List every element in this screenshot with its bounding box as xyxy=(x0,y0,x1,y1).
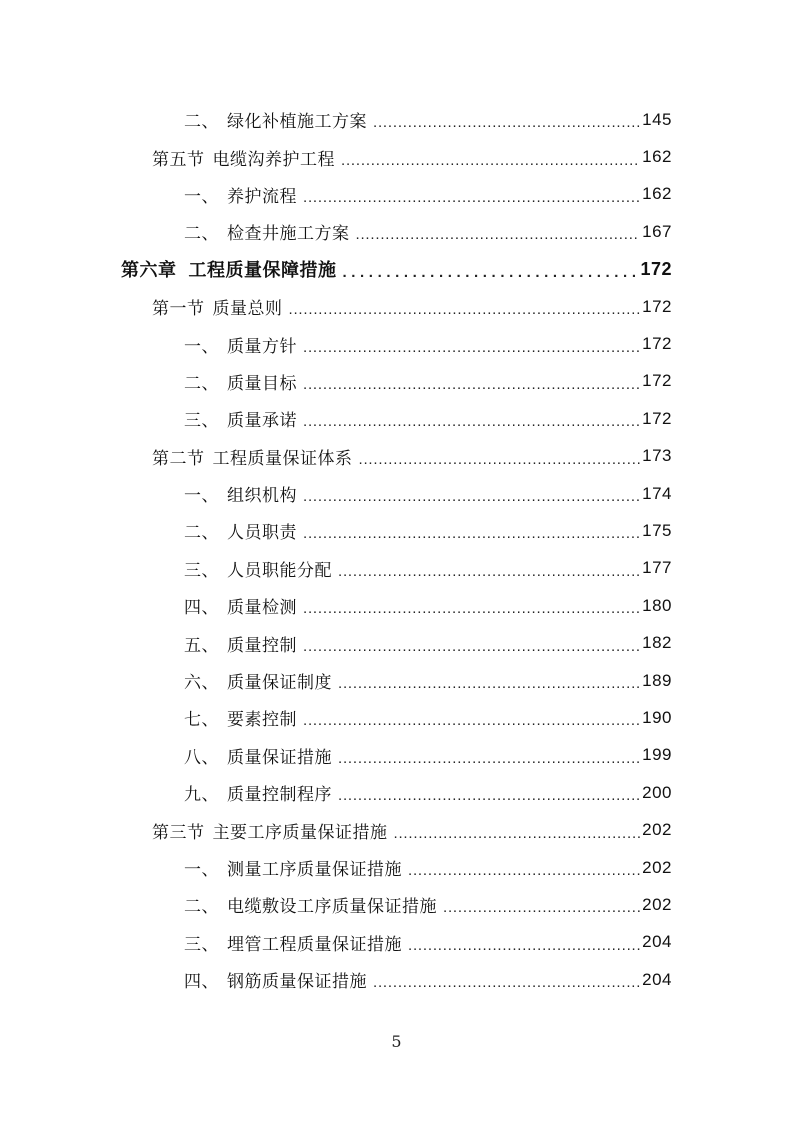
toc-entry[interactable] xyxy=(0,176,793,213)
toc-entry[interactable] xyxy=(0,662,793,699)
table-of-contents xyxy=(0,101,793,998)
dot-leader xyxy=(289,301,641,318)
toc-entry-title: 测量工序质量保证措施 xyxy=(227,860,402,880)
toc-entry-number: 三、 xyxy=(184,560,219,581)
toc-entry-title: 电缆沟养护工程 xyxy=(212,149,335,170)
toc-entry-number: 第二节 xyxy=(152,448,205,469)
toc-entry-number: 九、 xyxy=(184,785,219,806)
toc-entry-number: 四、 xyxy=(184,598,219,619)
toc-entry[interactable] xyxy=(0,587,793,624)
dot-leader xyxy=(408,862,640,879)
dot-leader xyxy=(303,376,640,393)
toc-entry-number: 第六章 xyxy=(121,260,177,282)
toc-entry-number: 一、 xyxy=(184,486,219,507)
toc-entry[interactable] xyxy=(0,325,793,362)
toc-entry-title: 养护流程 xyxy=(227,186,297,207)
toc-entry-number: 二、 xyxy=(184,523,219,544)
toc-entry-number: 一、 xyxy=(184,186,219,207)
toc-entry-number: 一、 xyxy=(184,336,219,357)
toc-entry[interactable] xyxy=(0,699,793,736)
toc-entry-page: 204 xyxy=(642,969,672,989)
toc-entry-title: 质量总则 xyxy=(212,299,283,320)
toc-entry[interactable] xyxy=(0,363,793,400)
toc-entry-title: 质量控制程序 xyxy=(227,785,332,806)
toc-entry-page: 162 xyxy=(642,147,672,167)
toc-entry-page: 189 xyxy=(642,670,672,690)
toc-entry-number: 三、 xyxy=(184,934,219,955)
toc-entry-number: 第五节 xyxy=(152,149,205,170)
toc-entry-number: 二、 xyxy=(184,224,219,245)
toc-entry[interactable] xyxy=(0,886,793,923)
toc-entry[interactable] xyxy=(0,550,793,587)
toc-entry-title: 组织机构 xyxy=(227,486,297,507)
toc-entry[interactable] xyxy=(0,138,793,175)
toc-entry-title: 质量方针 xyxy=(227,336,297,357)
toc-entry[interactable] xyxy=(0,101,793,138)
toc-entry-number: 第三节 xyxy=(152,822,205,843)
dot-leader xyxy=(356,226,641,243)
toc-entry-title: 绿化补植施工方案 xyxy=(227,112,367,133)
toc-entry-number: 二、 xyxy=(184,897,219,918)
toc-entry-page: 180 xyxy=(642,595,672,615)
dot-leader xyxy=(341,152,640,169)
toc-entry-page: 175 xyxy=(642,520,672,540)
dot-leader xyxy=(303,413,640,430)
toc-entry-title: 钢筋质量保证措施 xyxy=(227,972,367,993)
toc-entry[interactable] xyxy=(0,774,793,811)
toc-entry-number: 二、 xyxy=(184,373,219,394)
dot-leader xyxy=(373,114,640,131)
toc-entry-page: 167 xyxy=(642,221,672,241)
toc-entry-page: 172 xyxy=(642,296,672,316)
toc-entry[interactable] xyxy=(0,849,793,886)
toc-entry-number: 五、 xyxy=(184,635,219,656)
toc-entry-page: 202 xyxy=(642,820,672,840)
toc-entry-page: 172 xyxy=(642,371,672,391)
toc-entry[interactable] xyxy=(0,811,793,848)
toc-entry-title: 要素控制 xyxy=(227,710,297,731)
dot-leader xyxy=(303,189,640,206)
toc-entry-page: 200 xyxy=(642,782,672,802)
toc-entry[interactable] xyxy=(0,924,793,961)
toc-entry-page: 172 xyxy=(642,408,672,428)
toc-entry-title: 质量检测 xyxy=(227,598,297,619)
toc-entry[interactable] xyxy=(0,400,793,437)
dot-leader xyxy=(408,937,640,954)
toc-entry-title: 工程质量保证体系 xyxy=(212,448,353,469)
dot-leader xyxy=(338,563,640,580)
toc-entry-title: 质量承诺 xyxy=(227,411,297,432)
dot-leader xyxy=(303,525,640,542)
toc-entry-number: 二、 xyxy=(184,112,219,133)
toc-entry-page: 145 xyxy=(642,109,672,129)
toc-entry-page: 199 xyxy=(642,745,672,765)
dot-leader xyxy=(359,451,641,468)
toc-entry-number: 六、 xyxy=(184,673,219,694)
toc-entry-page: 174 xyxy=(642,483,672,503)
toc-entry-number: 第一节 xyxy=(152,299,205,320)
toc-entry-page: 204 xyxy=(642,932,672,952)
dot-leader xyxy=(443,899,640,916)
dot-leader xyxy=(338,787,640,804)
toc-entry-title: 质量目标 xyxy=(227,373,297,394)
dot-leader xyxy=(303,712,640,729)
toc-entry-title: 埋管工程质量保证措施 xyxy=(227,934,402,955)
toc-entry-title: 质量保证措施 xyxy=(227,747,332,768)
toc-entry-title: 主要工序质量保证措施 xyxy=(212,822,388,843)
toc-entry-page: 182 xyxy=(642,633,672,653)
toc-entry[interactable] xyxy=(0,961,793,998)
toc-entry-number: 三、 xyxy=(184,411,219,432)
toc-entry[interactable] xyxy=(0,512,793,549)
dot-leader xyxy=(338,750,640,767)
toc-entry-title: 工程质量保障措施 xyxy=(188,260,337,282)
toc-entry-number: 七、 xyxy=(184,710,219,731)
toc-entry[interactable] xyxy=(0,288,793,325)
toc-entry-title: 质量控制 xyxy=(227,635,297,656)
toc-entry-title: 质量保证制度 xyxy=(227,673,332,694)
toc-entry-title: 电缆敷设工序质量保证措施 xyxy=(227,897,437,918)
toc-entry-page: 172 xyxy=(642,334,672,354)
toc-entry-page: 202 xyxy=(642,894,672,914)
toc-entry-title: 人员职责 xyxy=(227,523,297,544)
toc-entry-page: 190 xyxy=(642,707,672,727)
toc-entry-page: 202 xyxy=(642,857,672,877)
dot-leader xyxy=(303,600,640,617)
toc-entry-title: 检查井施工方案 xyxy=(227,224,350,245)
dot-leader xyxy=(303,638,640,655)
toc-entry[interactable] xyxy=(0,624,793,661)
dot-leader xyxy=(373,974,640,991)
page-number: 5 xyxy=(391,1032,402,1051)
toc-chapter-entry[interactable] xyxy=(0,251,793,288)
toc-entry[interactable] xyxy=(0,438,793,475)
toc-entry[interactable] xyxy=(0,213,793,250)
toc-entry-page: 172 xyxy=(640,258,672,279)
dot-leader xyxy=(303,488,640,505)
dot-leader xyxy=(343,264,639,281)
toc-entry[interactable] xyxy=(0,737,793,774)
dot-leader xyxy=(303,339,640,356)
toc-entry-number: 一、 xyxy=(184,860,219,880)
toc-entry-number: 八、 xyxy=(184,747,219,768)
toc-entry[interactable] xyxy=(0,475,793,512)
toc-entry-page: 177 xyxy=(642,558,672,578)
toc-entry-title: 人员职能分配 xyxy=(227,560,332,581)
dot-leader xyxy=(394,825,641,842)
toc-entry-page: 162 xyxy=(642,184,672,204)
toc-entry-number: 四、 xyxy=(184,972,219,993)
toc-entry-page: 173 xyxy=(642,446,672,466)
dot-leader xyxy=(338,675,640,692)
